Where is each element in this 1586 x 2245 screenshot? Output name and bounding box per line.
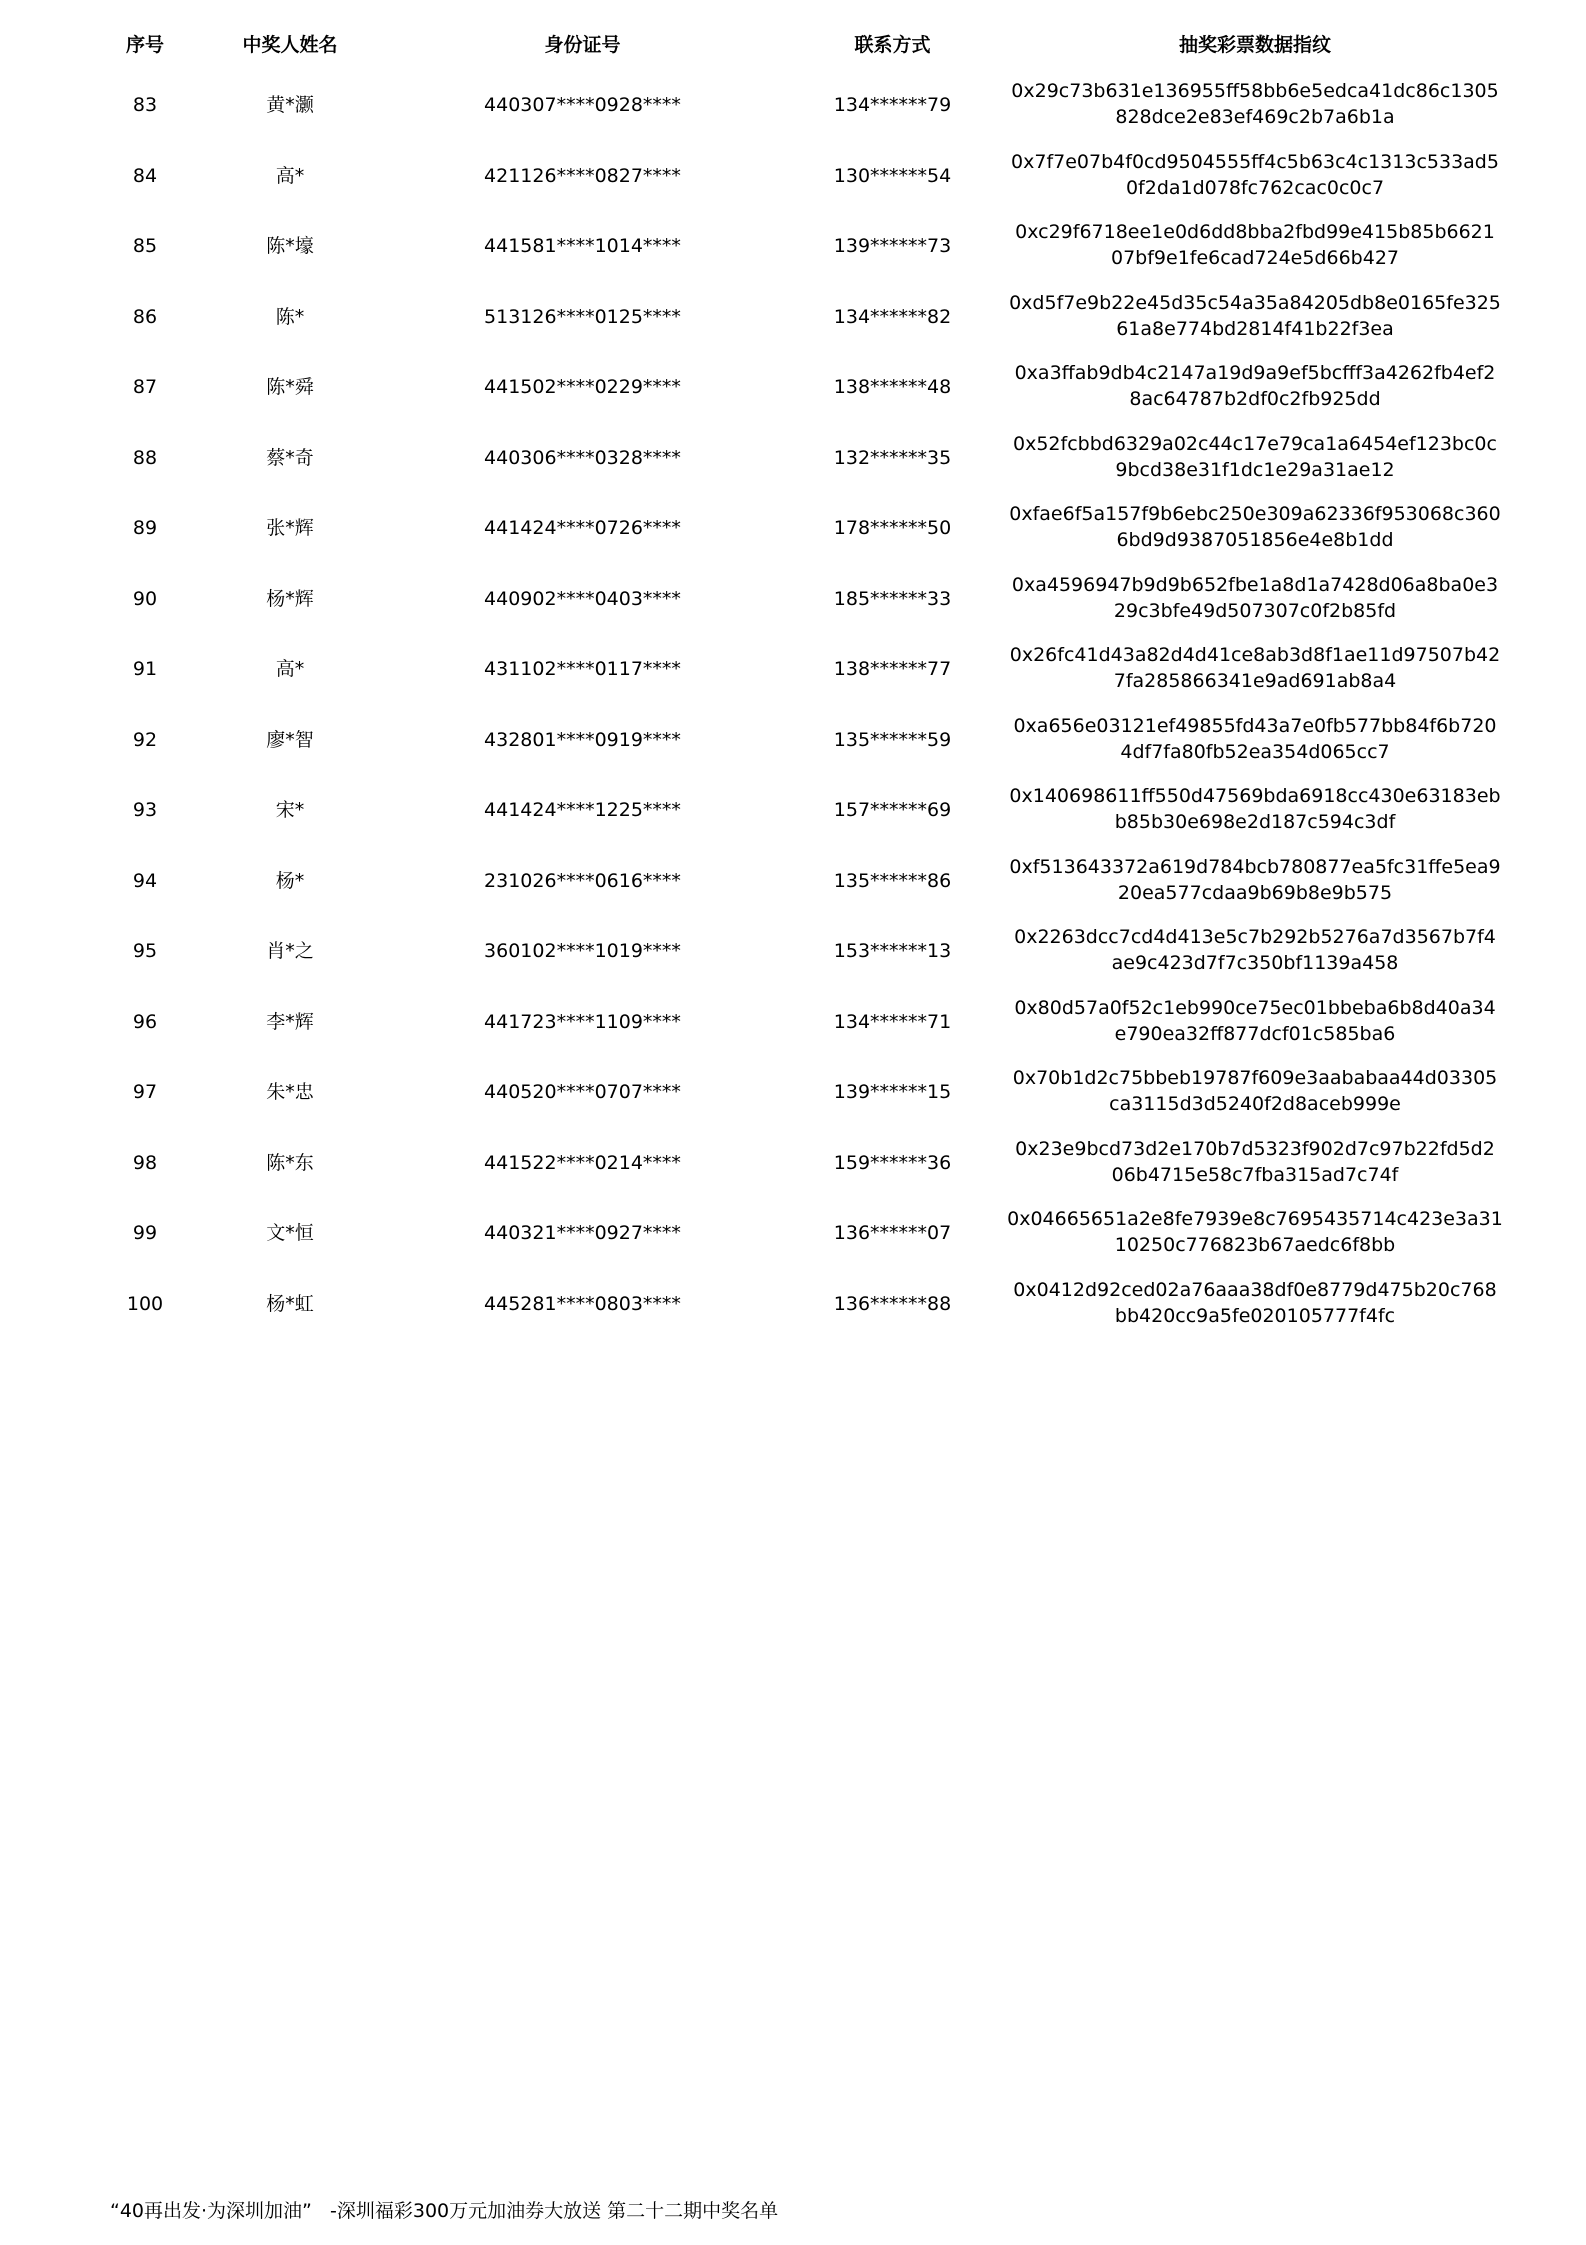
fingerprint-line-1: 0xa656e03121ef49855fd43a7e0fb577bb84f6b720 xyxy=(1013,714,1497,737)
fingerprint-line-2: 4df7fa80fb52ea354d065cc7 xyxy=(1120,740,1390,763)
cell-no: 87 xyxy=(132,376,158,398)
fingerprint-line-1: 0x29c73b631e136955ff58bb6e5edca41dc86c1305 xyxy=(1011,80,1499,102)
cell-contact: 178******50 xyxy=(833,517,952,539)
cell-fingerprint xyxy=(990,149,1520,201)
cell-contact: 134******71 xyxy=(833,1010,952,1033)
cell-no: 88 xyxy=(132,446,158,469)
cell-contact: 153******13 xyxy=(833,940,952,962)
table-row xyxy=(0,216,1586,276)
cell-name: 陈* xyxy=(275,305,305,328)
fingerprint-line-2: 6bd9d9387051856e4e8b1dd xyxy=(1116,529,1394,551)
cell-no: 98 xyxy=(132,1151,158,1174)
cell-id: 440520****0707**** xyxy=(484,1081,681,1103)
cell-name: 杨*辉 xyxy=(266,587,314,610)
cell-fingerprint xyxy=(990,78,1520,130)
fingerprint-line-2: ae9c423d7f7c350bf1139a458 xyxy=(1111,952,1399,974)
cell-name: 黄*灏 xyxy=(266,94,314,116)
cell-no: 95 xyxy=(132,940,158,962)
cell-no: 92 xyxy=(132,728,158,751)
table-row xyxy=(0,1203,1586,1263)
cell-fingerprint xyxy=(990,854,1520,906)
fingerprint-line-1: 0xa4596947b9d9b652fbe1a8d1a7428d06a8ba0e3 xyxy=(1011,573,1499,596)
cell-fingerprint xyxy=(990,219,1520,271)
fingerprint-line-1: 0x0412d92ced02a76aaa38df0e8779d475b20c768 xyxy=(1013,1278,1497,1301)
fingerprint-line-1: 0x52fcbbd6329a02c44c17e79ca1a6454ef123bc0c xyxy=(1013,432,1497,455)
cell-contact: 136******07 xyxy=(833,1222,952,1244)
cell-contact: 185******33 xyxy=(833,587,952,610)
cell-name: 高* xyxy=(275,658,305,680)
table-row xyxy=(0,1133,1586,1193)
cell-name: 杨*虹 xyxy=(266,1292,314,1315)
cell-no: 96 xyxy=(132,1010,158,1033)
cell-fingerprint xyxy=(990,501,1520,553)
cell-name: 李*辉 xyxy=(266,1010,314,1033)
page-footer: “40再出发·为深圳加油” -深圳福彩300万元加油券大放送 第二十二期中奖名单 xyxy=(110,2200,779,2222)
cell-contact: 135******86 xyxy=(833,869,952,892)
table-row xyxy=(0,780,1586,840)
cell-no: 97 xyxy=(132,1081,158,1103)
cell-id: 513126****0125**** xyxy=(484,305,681,328)
fingerprint-line-2: ca3115d3d5240f2d8aceb999e xyxy=(1109,1093,1401,1115)
fingerprint-line-2: 828dce2e83ef469c2b7a6b1a xyxy=(1115,106,1395,128)
fingerprint-line-2: 29c3bfe49d507307c0f2b85fd xyxy=(1113,599,1397,622)
table-row xyxy=(0,146,1586,206)
fingerprint-line-1: 0xf513643372a619d784bcb780877ea5fc31ffe5ea9 xyxy=(1009,855,1501,878)
cell-id: 441581****1014**** xyxy=(484,235,681,257)
table-row xyxy=(0,710,1586,770)
cell-fingerprint xyxy=(990,995,1520,1047)
fingerprint-line-1: 0x70b1d2c75bbeb19787f609e3aababaa44d03305 xyxy=(1012,1067,1498,1089)
cell-name: 文*恒 xyxy=(266,1222,314,1244)
cell-name: 朱*忠 xyxy=(266,1081,314,1103)
fingerprint-line-2: 7fa285866341e9ad691ab8a4 xyxy=(1113,670,1397,692)
cell-name: 宋* xyxy=(275,799,305,821)
cell-id: 441424****0726**** xyxy=(484,517,681,539)
cell-contact: 138******77 xyxy=(833,658,952,680)
fingerprint-line-1: 0x7f7e07b4f0cd9504555ff4c5b63c4c1313c533ad5 xyxy=(1011,150,1499,173)
cell-contact: 157******69 xyxy=(833,799,952,821)
cell-fingerprint xyxy=(990,713,1520,765)
cell-name: 廖*智 xyxy=(266,728,314,751)
fingerprint-line-2: 07bf9e1fe6cad724e5d66b427 xyxy=(1110,247,1399,269)
cell-no: 89 xyxy=(132,517,158,539)
table-row xyxy=(0,498,1586,558)
table-row xyxy=(0,921,1586,981)
fingerprint-line-1: 0xfae6f5a157f9b6ebc250e309a62336f953068c360 xyxy=(1009,503,1501,525)
fingerprint-line-2: 61a8e774bd2814f41b22f3ea xyxy=(1116,317,1394,340)
fingerprint-line-1: 0xa3ffab9db4c2147a19d9a9ef5bcfff3a4262fb4ef2 xyxy=(1014,362,1496,384)
cell-id: 445281****0803**** xyxy=(484,1292,681,1315)
cell-contact: 130******54 xyxy=(833,164,952,187)
cell-id: 441723****1109**** xyxy=(484,1010,681,1033)
cell-name: 陈*舜 xyxy=(266,376,314,398)
cell-id: 432801****0919**** xyxy=(484,728,681,751)
fingerprint-line-2: 20ea577cdaa9b69b8e9b575 xyxy=(1117,881,1393,904)
cell-fingerprint xyxy=(990,1065,1520,1117)
fingerprint-line-1: 0x04665651a2e8fe7939e8c7695435714c423e3a31 xyxy=(1007,1208,1503,1230)
table-row xyxy=(0,1274,1586,1334)
cell-no: 99 xyxy=(132,1222,158,1244)
table-row xyxy=(0,75,1586,135)
cell-id: 441522****0214**** xyxy=(484,1151,681,1174)
table-row xyxy=(0,851,1586,911)
cell-no: 84 xyxy=(132,164,158,187)
header-id: 身份证号 xyxy=(544,34,621,56)
fingerprint-line-1: 0x2263dcc7cd4d413e5c7b292b5276a7d3567b7f4 xyxy=(1014,926,1496,948)
fingerprint-line-2: e790ea32ff877dcf01c585ba6 xyxy=(1114,1022,1396,1045)
cell-id: 440321****0927**** xyxy=(484,1222,681,1244)
cell-fingerprint xyxy=(990,1206,1520,1258)
cell-name: 杨* xyxy=(275,869,305,892)
fingerprint-line-1: 0x80d57a0f52c1eb990ce75ec01bbeba6b8d40a34 xyxy=(1014,996,1496,1019)
cell-name: 张*辉 xyxy=(266,517,314,539)
header-no: 序号 xyxy=(125,34,164,56)
fingerprint-line-1: 0xc29f6718ee1e0d6dd8bba2fbd99e415b85b6621 xyxy=(1015,221,1495,243)
cell-id: 440307****0928**** xyxy=(484,94,681,116)
cell-fingerprint xyxy=(990,924,1520,976)
cell-id: 440306****0328**** xyxy=(484,446,681,469)
table-row xyxy=(0,569,1586,629)
fingerprint-line-2: 06b4715e58c7fba315ad7c74f xyxy=(1111,1163,1399,1186)
cell-id: 440902****0403**** xyxy=(484,587,681,610)
cell-fingerprint xyxy=(990,1136,1520,1188)
cell-contact: 132******35 xyxy=(833,446,952,469)
header-contact: 联系方式 xyxy=(854,34,931,56)
cell-contact: 159******36 xyxy=(833,1151,952,1174)
fingerprint-line-2: 9bcd38e31f1dc1e29a31ae12 xyxy=(1115,458,1395,481)
header-fingerprint: 抽奖彩票数据指纹 xyxy=(1178,34,1331,56)
cell-fingerprint xyxy=(990,431,1520,483)
cell-contact: 139******15 xyxy=(833,1081,952,1103)
cell-name: 陈*壕 xyxy=(266,235,314,257)
cell-name: 蔡*奇 xyxy=(266,446,314,469)
fingerprint-line-1: 0x140698611ff550d47569bda6918cc430e63183eb xyxy=(1009,785,1501,807)
cell-name: 高* xyxy=(275,164,305,187)
cell-contact: 135******59 xyxy=(833,728,952,751)
cell-contact: 136******88 xyxy=(833,1292,952,1315)
cell-contact: 139******73 xyxy=(833,235,952,257)
fingerprint-line-2: 0f2da1d078fc762cac0c0c7 xyxy=(1125,176,1385,199)
cell-contact: 134******79 xyxy=(833,94,952,116)
cell-fingerprint xyxy=(990,642,1520,694)
cell-name: 陈*东 xyxy=(266,1151,314,1174)
table-row xyxy=(0,428,1586,488)
cell-no: 83 xyxy=(132,94,158,116)
fingerprint-line-2: bb420cc9a5fe020105777f4fc xyxy=(1114,1304,1396,1327)
fingerprint-line-1: 0x26fc41d43a82d4d41ce8ab3d8f1ae11d97507b42 xyxy=(1009,644,1501,666)
table-row xyxy=(0,992,1586,1052)
cell-fingerprint xyxy=(990,290,1520,342)
fingerprint-line-1: 0x23e9bcd73d2e170b7d5323f902d7c97b22fd5d2 xyxy=(1015,1137,1495,1160)
table-row xyxy=(0,357,1586,417)
cell-no: 90 xyxy=(132,587,158,610)
cell-id: 441424****1225**** xyxy=(484,799,681,821)
cell-no: 86 xyxy=(132,305,158,328)
cell-no: 85 xyxy=(132,235,158,257)
cell-id: 421126****0827**** xyxy=(484,164,681,187)
cell-fingerprint xyxy=(990,783,1520,835)
cell-id: 360102****1019**** xyxy=(484,940,681,962)
cell-fingerprint xyxy=(990,1277,1520,1329)
cell-no: 100 xyxy=(126,1292,164,1315)
cell-fingerprint xyxy=(990,360,1520,412)
cell-id: 441502****0229**** xyxy=(484,376,681,398)
table-row xyxy=(0,1062,1586,1122)
table-row xyxy=(0,639,1586,699)
cell-no: 91 xyxy=(132,658,158,680)
cell-fingerprint xyxy=(990,572,1520,624)
cell-contact: 134******82 xyxy=(833,305,952,328)
fingerprint-line-1: 0xd5f7e9b22e45d35c54a35a84205db8e0165fe325 xyxy=(1009,291,1501,314)
fingerprint-line-2: b85b30e698e2d187c594c3df xyxy=(1114,811,1396,833)
fingerprint-line-2: 10250c776823b67aedc6f8bb xyxy=(1114,1234,1396,1256)
table-row xyxy=(0,287,1586,347)
cell-no: 94 xyxy=(132,869,158,892)
cell-name: 肖*之 xyxy=(266,940,314,962)
header-name: 中奖人姓名 xyxy=(242,34,338,56)
cell-id: 431102****0117**** xyxy=(484,658,681,680)
cell-contact: 138******48 xyxy=(833,376,952,398)
cell-no: 93 xyxy=(132,799,158,821)
fingerprint-line-2: 8ac64787b2df0c2fb925dd xyxy=(1129,388,1381,410)
cell-id: 231026****0616**** xyxy=(484,869,681,892)
